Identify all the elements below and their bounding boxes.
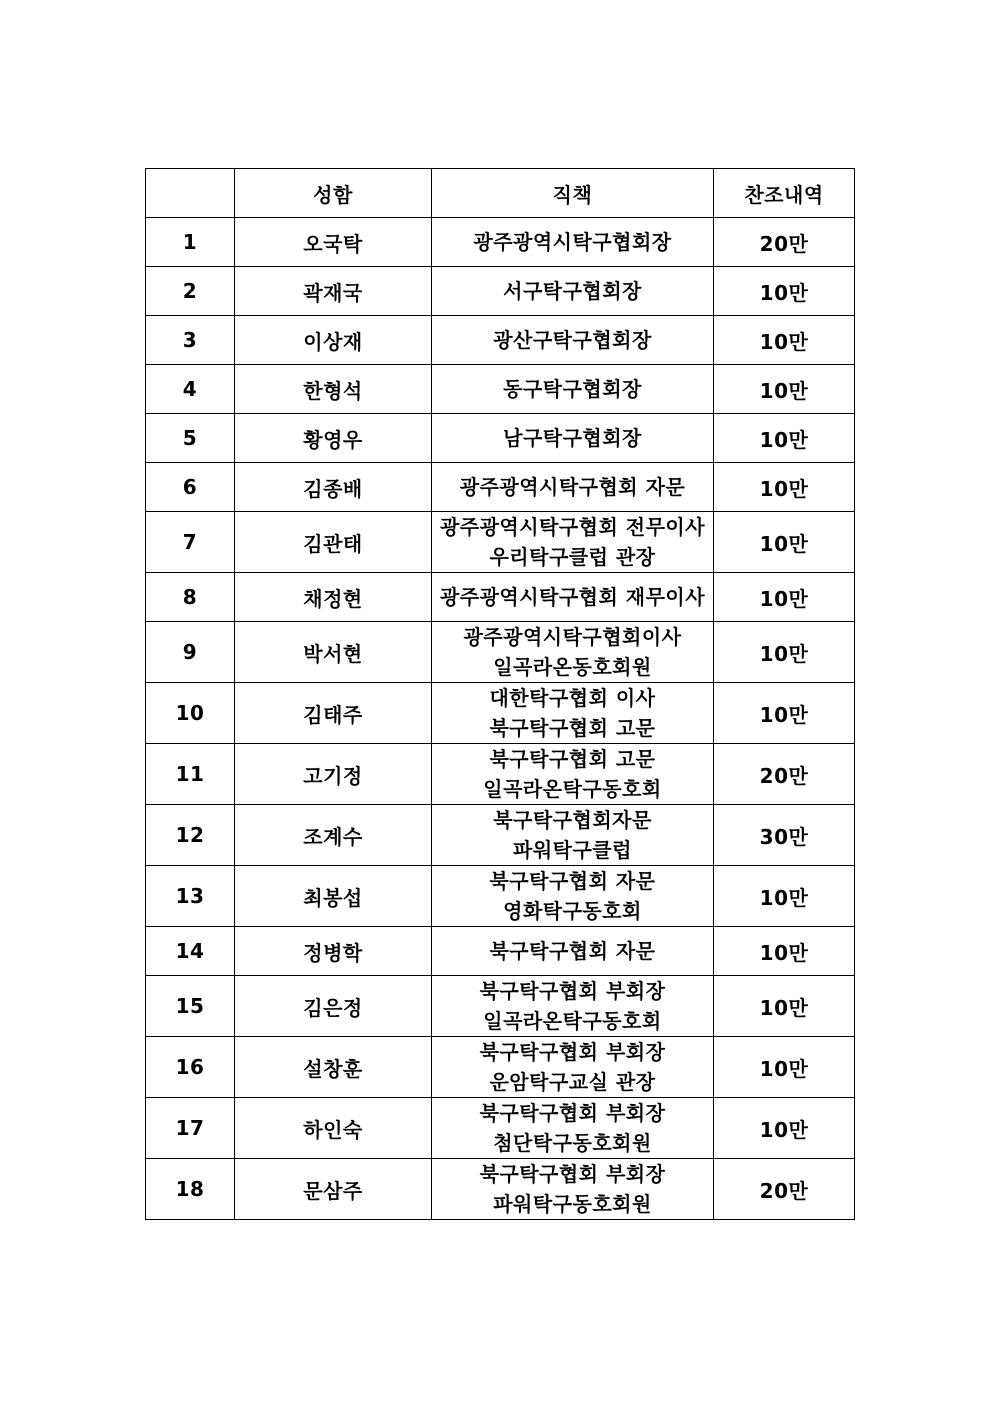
row-number: 7 [146, 512, 235, 573]
contribution-amount: 30만 [714, 805, 855, 866]
position-line: 북구탁구협회 자문 [489, 939, 656, 963]
contribution-amount: 10만 [714, 573, 855, 622]
contribution-amount: 10만 [714, 512, 855, 573]
contribution-amount: 10만 [714, 927, 855, 976]
position-line: 대한탁구협회 이사 [489, 686, 656, 710]
donor-name: 채정현 [235, 573, 432, 622]
donor-name: 박서현 [235, 622, 432, 683]
position-line: 우리탁구클럽 관장 [489, 545, 656, 569]
position-line: 파워탁구클럽 [513, 838, 632, 862]
table-row [146, 744, 855, 805]
donor-position [432, 573, 714, 622]
donor-name: 문삼주 [235, 1159, 432, 1220]
table-row [146, 512, 855, 573]
table-row [146, 622, 855, 683]
position-line: 북구탁구협회 고문 [489, 747, 656, 771]
donor-name: 김태주 [235, 683, 432, 744]
donor-name: 곽재국 [235, 267, 432, 316]
table-row [146, 927, 855, 976]
donor-position [432, 218, 714, 267]
position-line: 첨단탁구동호회원 [493, 1131, 652, 1155]
position-line: 광주광역시탁구협회 재무이사 [439, 585, 706, 609]
donor-name: 최봉섭 [235, 866, 432, 927]
contribution-amount: 10만 [714, 365, 855, 414]
position-line: 광산구탁구협회장 [493, 328, 652, 352]
row-number: 18 [146, 1159, 235, 1220]
donor-position [432, 316, 714, 365]
position-line: 남구탁구협회장 [503, 426, 642, 450]
position-line: 북구탁구협회자문 [493, 808, 652, 832]
donor-name: 정병학 [235, 927, 432, 976]
donor-name: 김종배 [235, 463, 432, 512]
table-row [146, 866, 855, 927]
contribution-amount: 10만 [714, 976, 855, 1037]
row-number: 6 [146, 463, 235, 512]
position-line: 광주광역시탁구협회이사 [463, 625, 682, 649]
row-number: 4 [146, 365, 235, 414]
position-line: 일곡라온탁구동호회 [483, 777, 662, 801]
donor-position [432, 414, 714, 463]
donor-position [432, 622, 714, 683]
row-number: 13 [146, 866, 235, 927]
position-line: 북구탁구협회 부회장 [479, 979, 666, 1003]
table-row [146, 316, 855, 365]
table-row [146, 1098, 855, 1159]
donor-name: 황영우 [235, 414, 432, 463]
donor-name: 김관태 [235, 512, 432, 573]
donor-name: 설창훈 [235, 1037, 432, 1098]
donor-position [432, 744, 714, 805]
contribution-amount: 10만 [714, 1098, 855, 1159]
donor-name: 이상재 [235, 316, 432, 365]
row-number: 17 [146, 1098, 235, 1159]
contribution-amount: 10만 [714, 622, 855, 683]
row-number: 1 [146, 218, 235, 267]
donor-name: 고기정 [235, 744, 432, 805]
position-line: 광주광역시탁구협회장 [473, 230, 672, 254]
donor-position [432, 1098, 714, 1159]
row-number: 2 [146, 267, 235, 316]
table-row [146, 414, 855, 463]
position-line: 북구탁구협회 고문 [489, 716, 656, 740]
position-line: 북구탁구협회 부회장 [479, 1162, 666, 1186]
table-row [146, 805, 855, 866]
donor-position [432, 1159, 714, 1220]
donor-name: 하인숙 [235, 1098, 432, 1159]
contribution-amount: 10만 [714, 316, 855, 365]
donor-position [432, 512, 714, 573]
table-row [146, 463, 855, 512]
contribution-amount: 10만 [714, 267, 855, 316]
table-row [146, 218, 855, 267]
row-number: 5 [146, 414, 235, 463]
row-number: 15 [146, 976, 235, 1037]
contribution-amount: 10만 [714, 683, 855, 744]
row-number: 12 [146, 805, 235, 866]
donor-position [432, 365, 714, 414]
position-line: 북구탁구협회 자문 [489, 869, 656, 893]
position-line: 서구탁구협회장 [503, 279, 642, 303]
table-row [146, 365, 855, 414]
header-number [146, 169, 235, 218]
donor-position [432, 1037, 714, 1098]
row-number: 9 [146, 622, 235, 683]
contribution-amount: 20만 [714, 218, 855, 267]
row-number: 10 [146, 683, 235, 744]
position-line: 영화탁구동호회 [503, 899, 642, 923]
position-line: 동구탁구협회장 [503, 377, 642, 401]
position-line: 북구탁구협회 부회장 [479, 1101, 666, 1125]
contribution-amount: 10만 [714, 866, 855, 927]
row-number: 16 [146, 1037, 235, 1098]
position-line: 운암탁구교실 관장 [489, 1070, 656, 1094]
table-body [146, 218, 855, 1220]
row-number: 3 [146, 316, 235, 365]
donor-position [432, 927, 714, 976]
donor-name: 김은정 [235, 976, 432, 1037]
position-line: 일곡라온탁구동호회 [483, 1009, 662, 1033]
contribution-amount: 20만 [714, 744, 855, 805]
donor-position [432, 267, 714, 316]
header-position: 직책 [432, 169, 714, 218]
contribution-amount: 10만 [714, 414, 855, 463]
donor-position [432, 463, 714, 512]
position-line: 파워탁구동호회원 [493, 1192, 652, 1216]
row-number: 11 [146, 744, 235, 805]
table-row [146, 1159, 855, 1220]
table-row [146, 573, 855, 622]
donor-name: 오국탁 [235, 218, 432, 267]
donor-name: 한형석 [235, 365, 432, 414]
table-row [146, 1037, 855, 1098]
header-contribution: 찬조내역 [714, 169, 855, 218]
position-line: 일곡라온동호회원 [493, 655, 652, 679]
donor-position [432, 683, 714, 744]
donor-position [432, 805, 714, 866]
row-number: 14 [146, 927, 235, 976]
table-row [146, 267, 855, 316]
table-row [146, 683, 855, 744]
table-row [146, 976, 855, 1037]
donor-position [432, 976, 714, 1037]
row-number: 8 [146, 573, 235, 622]
contribution-amount: 10만 [714, 1037, 855, 1098]
header-name: 성함 [235, 169, 432, 218]
position-line: 광주광역시탁구협회 자문 [459, 475, 686, 499]
position-line: 북구탁구협회 부회장 [479, 1040, 666, 1064]
donor-name: 조계수 [235, 805, 432, 866]
donor-position [432, 866, 714, 927]
contribution-amount: 10만 [714, 463, 855, 512]
header-row [146, 169, 855, 218]
contribution-amount: 20만 [714, 1159, 855, 1220]
donor-table [145, 168, 855, 1220]
position-line: 광주광역시탁구협회 전무이사 [439, 515, 706, 539]
